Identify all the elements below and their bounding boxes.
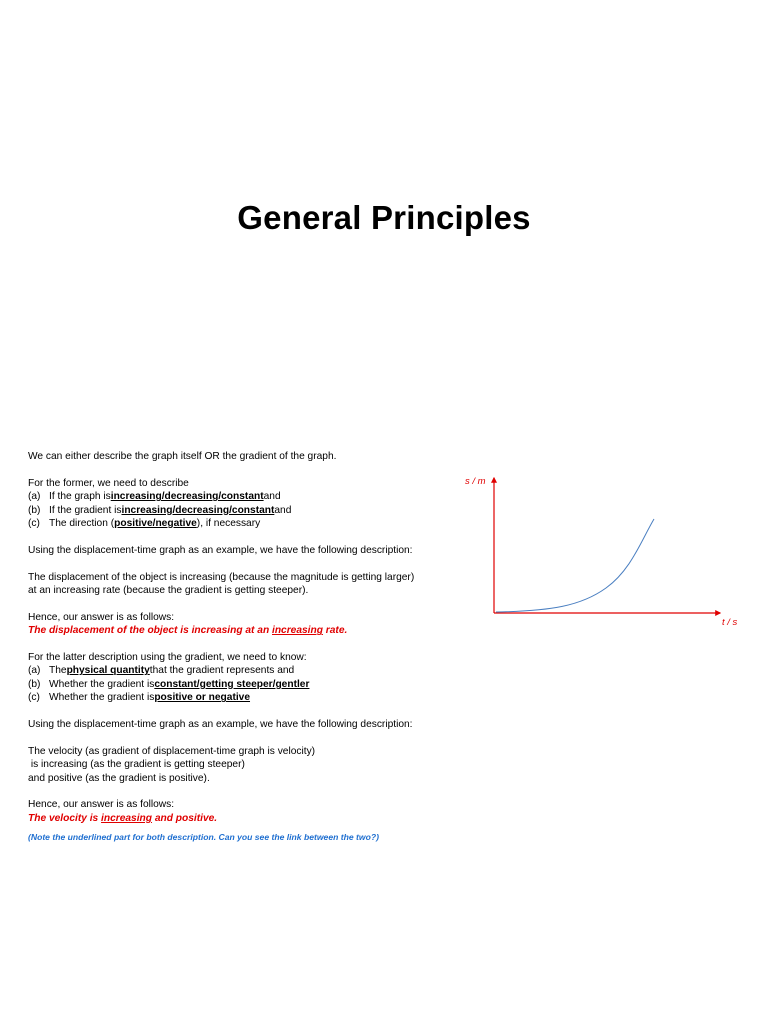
answer-1-post: rate. [322, 625, 348, 637]
item-text-post: that the gradient represents and [149, 665, 295, 677]
latter-item-a [28, 664, 468, 677]
page-title: General Principles [237, 199, 531, 236]
item-emphasis: increasing/decreasing/constant [121, 504, 275, 516]
item-label: (c) [28, 692, 40, 704]
hence-1: Hence, our answer is as follows: [28, 611, 175, 623]
answer-1-pre: The displacement of the object is increasing at an [28, 625, 272, 637]
answer-2-post: and positive. [152, 812, 218, 824]
item-text-post: ), if necessary [196, 518, 261, 530]
item-label: (a) [28, 491, 41, 503]
item-label: (a) [28, 665, 41, 677]
hence-2: Hence, our answer is as follows: [28, 799, 175, 811]
answer-2-pre: The velocity is [28, 812, 102, 824]
item-emphasis: positive/negative [114, 518, 197, 530]
item-text-pre: The [49, 665, 67, 677]
former-item-b [28, 504, 468, 517]
former-heading: For the former, we need to describe [28, 477, 189, 489]
item-emphasis: increasing/decreasing/constant [110, 491, 264, 503]
latter-item-c [28, 691, 468, 704]
former-item-c [28, 517, 468, 530]
item-text-pre: The direction ( [49, 518, 115, 530]
y-axis-label: s / m [465, 476, 486, 487]
displacement-time-graph [456, 466, 752, 636]
latter-item-b [28, 678, 468, 691]
item-text-post: and [263, 491, 281, 503]
description-2-line-3: and positive (as the gradient is positive). [28, 772, 210, 784]
x-axis-label: t / s [722, 617, 738, 628]
former-item-a [28, 490, 468, 503]
item-emphasis: constant/getting steeper/gentler [154, 678, 310, 690]
answer-2 [28, 812, 468, 825]
item-text-post: and [274, 504, 292, 516]
item-emphasis: physical quantity [66, 665, 150, 677]
latter-heading: For the latter description using the gradient, we need to know: [28, 652, 307, 664]
description-2-line-2: is increasing (as the gradient is getting steeper) [28, 759, 245, 771]
item-text-pre: Whether the gradient is [49, 692, 155, 704]
intro-text: We can either describe the graph itself OR the gradient of the graph. [28, 451, 337, 462]
item-label: (b) [28, 678, 41, 690]
item-text-pre: If the graph is [49, 491, 111, 503]
note-text: (Note the underlined part for both description. Can you see the link between the two?) [28, 832, 379, 843]
item-label: (b) [28, 504, 41, 516]
example-intro-2: Using the displacement-time graph as an example, we have the following description: [28, 719, 413, 731]
displacement-curve [496, 519, 654, 612]
description-2-line-1: The velocity (as gradient of displacement-time graph is velocity) [28, 745, 316, 757]
description-1-line-2: at an increasing rate (because the gradient is getting steeper). [28, 585, 309, 597]
example-intro-1: Using the displacement-time graph as an example, we have the following description: [28, 544, 413, 556]
answer-2-emphasis: increasing [101, 812, 153, 824]
content-body [28, 450, 468, 845]
answer-1 [28, 624, 468, 637]
item-text-pre: Whether the gradient is [49, 678, 155, 690]
item-text-pre: If the gradient is [49, 504, 122, 516]
description-1-line-1: The displacement of the object is increasing (because the magnitude is getting larger) [28, 571, 415, 583]
answer-1-emphasis: increasing [272, 625, 323, 637]
item-label: (c) [28, 518, 40, 530]
item-emphasis: positive or negative [154, 692, 251, 704]
